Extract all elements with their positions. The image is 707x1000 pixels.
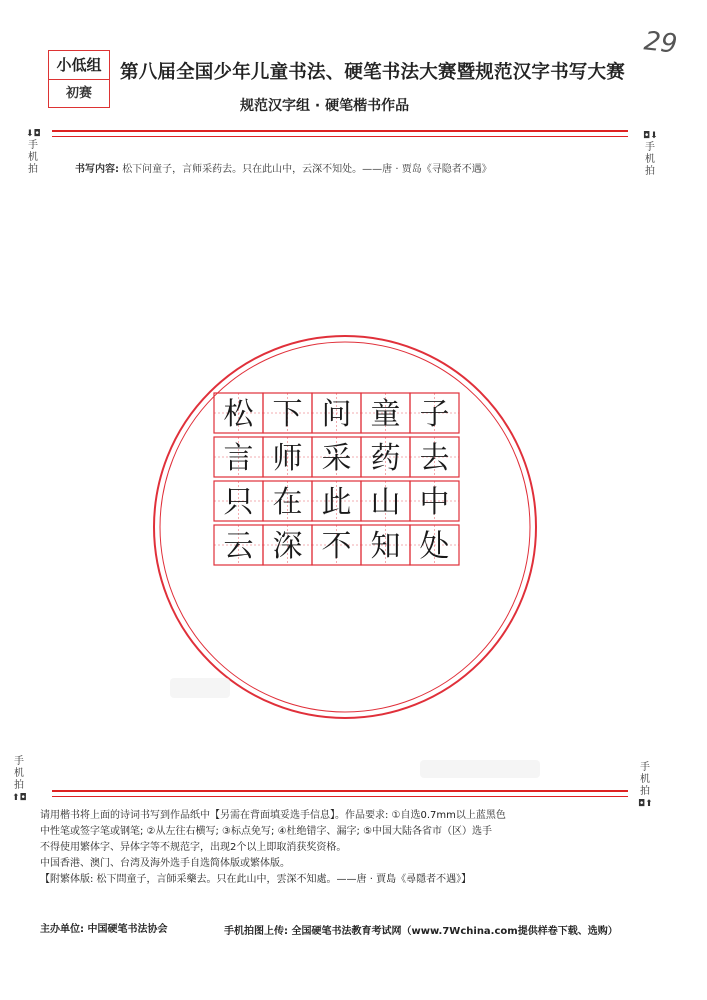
badge-round-label: 初赛: [65, 86, 92, 101]
category-subtitle: 规范汉字组 · 硬笔楷书作品: [240, 98, 410, 114]
handwritten-char: 童: [370, 397, 401, 432]
handwritten-char: 云: [223, 529, 254, 564]
artwork-panel: [150, 333, 540, 723]
side-char: 手: [28, 140, 38, 151]
bottom-rule-thin: [52, 796, 628, 797]
requirements-line: 中国香港、澳门、台湾及海外选手自选简体版或繁体版。: [40, 858, 290, 869]
camera-icon: ◘⬆: [638, 799, 653, 809]
writing-content-text: 松下问童子，言师采药去。只在此山中，云深不知处。——唐 · 贾岛《寻隐者不遇》: [122, 164, 492, 175]
handwritten-char: 处: [419, 529, 450, 564]
photo-mark-top-left: [26, 128, 40, 176]
side-char: 手: [645, 142, 655, 153]
side-char: 机: [28, 152, 38, 163]
page-number: 29: [642, 26, 679, 60]
side-char: 机: [640, 774, 650, 785]
handwritten-char: 子: [419, 397, 450, 432]
organizer: 主办单位: 中国硬笔书法协会: [40, 924, 168, 935]
requirements-line: 【附繁体版: 松下問童子，言師采藥去。只在此山中，雲深不知處。——唐 · 賈島《尋隱者不遇》】: [40, 874, 472, 885]
photo-mark-bottom-right: [638, 762, 652, 810]
top-rule-thin: [52, 136, 628, 137]
camera-icon: ◘⬇: [643, 131, 658, 141]
requirements-line: 请用楷书将上面的诗词书写到作品纸中【另需在背面填妥选手信息】。作品要求: ①自选0.7mm以上蓝黑色: [40, 810, 506, 821]
handwritten-char: 只: [223, 485, 254, 520]
side-char: 手: [14, 756, 24, 767]
photo-mark-top-right: [643, 130, 657, 178]
handwritten-char: 此: [321, 485, 352, 520]
handwritten-char: 在: [272, 485, 303, 520]
writing-content-label: 书写内容:: [75, 164, 119, 175]
upload-info: 手机拍图上传: 全国硬笔书法教育考试网（www.7Wchina.com提供样卷下载、选购）: [224, 926, 618, 937]
handwritten-char: 药: [370, 441, 401, 476]
badge-group-label: 小低组: [49, 51, 109, 80]
group-badge: [48, 50, 110, 108]
requirements-line: 中性笔或签字笔或钢笔; ②从左往右横写; ③标点免写; ④杜绝错字、漏字; ⑤中国大陆各省市（区）选手: [40, 826, 493, 837]
smudge: [170, 678, 230, 698]
camera-icon: ⬆◘: [12, 793, 27, 803]
side-char: 拍: [645, 166, 655, 177]
calligraphy-grid: [214, 393, 459, 565]
handwritten-char: 不: [321, 529, 352, 564]
handwritten-char: 下: [272, 397, 303, 432]
handwritten-char: 采: [321, 441, 352, 476]
camera-icon: ⬇◘: [26, 129, 41, 139]
handwritten-char: 松: [223, 397, 254, 432]
side-char: 拍: [14, 780, 24, 791]
side-char: 手: [640, 762, 650, 773]
handwritten-char: 问: [321, 397, 352, 432]
smudge: [420, 760, 540, 778]
side-char: 拍: [28, 164, 38, 175]
side-char: 拍: [640, 786, 650, 797]
top-rule: [52, 130, 628, 132]
handwritten-char: 深: [272, 529, 303, 564]
competition-title: 第八届全国少年儿童书法、硬笔书法大赛暨规范汉字书写大赛: [120, 62, 625, 83]
handwritten-char: 知: [370, 529, 401, 564]
side-char: 机: [645, 154, 655, 165]
side-char: 机: [14, 768, 24, 779]
handwritten-char: 言: [223, 441, 254, 476]
writing-content: [75, 160, 492, 175]
handwritten-char: 去: [419, 441, 450, 476]
handwritten-char: 中: [419, 485, 450, 520]
bottom-rule: [52, 790, 628, 792]
requirements-block: [40, 808, 640, 888]
photo-mark-bottom-left: [12, 756, 26, 804]
handwritten-char: 山: [370, 485, 401, 520]
requirements-line: 不得使用繁体字、异体字等不规范字，出现2个以上即取消获奖资格。: [40, 842, 347, 853]
handwritten-char: 师: [272, 441, 303, 476]
